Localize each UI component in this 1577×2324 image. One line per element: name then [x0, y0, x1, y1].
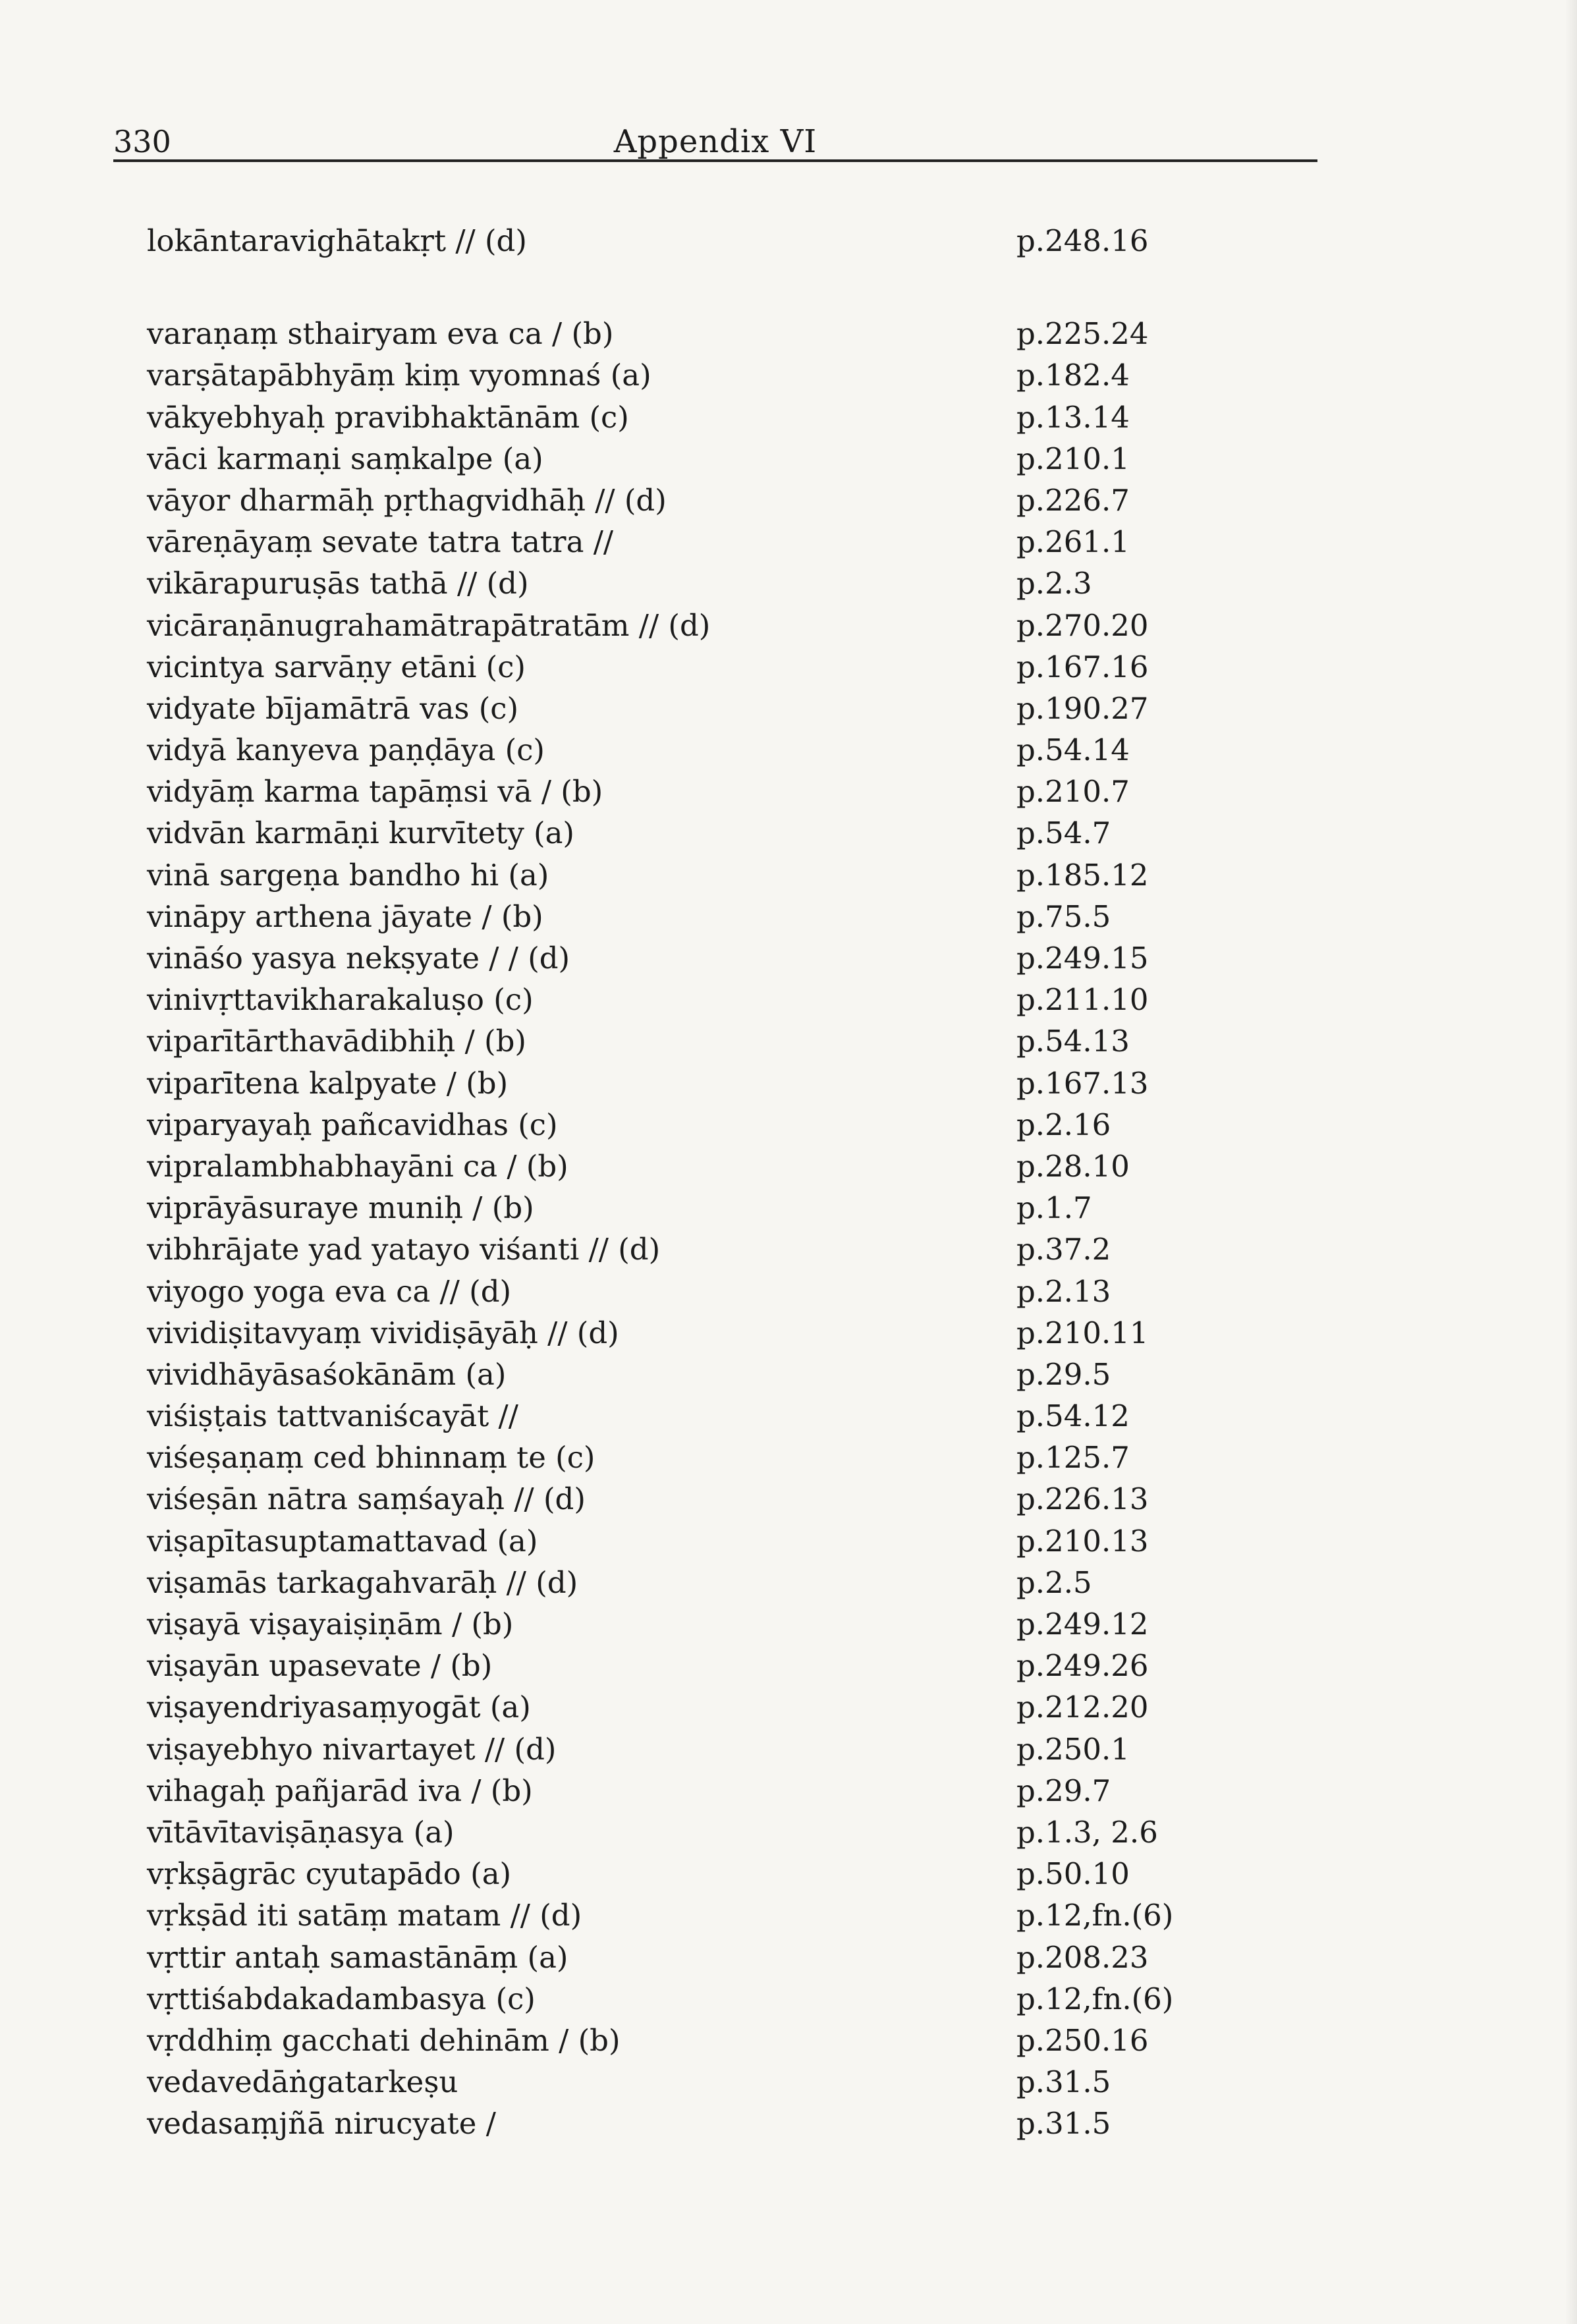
- index-entry: [147, 1937, 1267, 1978]
- entry-verse-text: varṣātapābhyāṃ kiṃ vyomnaś (a): [147, 358, 651, 393]
- entry-verse-text: lokāntaravighātakṛt // (d): [147, 223, 527, 258]
- entry-page-reference: p.210.1: [1016, 441, 1130, 476]
- index-entry: [147, 1146, 1267, 1187]
- index-entry: [147, 1686, 1267, 1728]
- entry-verse-text: vṛddhiṃ gacchati dehinām / (b): [147, 2022, 621, 2058]
- entry-page-reference: p.31.5: [1016, 2106, 1111, 2142]
- entry-verse-text: viprāyāsuraye muniḥ / (b): [147, 1190, 534, 1226]
- entry-page-reference: p.210.11: [1016, 1315, 1149, 1350]
- index-entry: [147, 1520, 1267, 1562]
- entry-page-reference: p.208.23: [1016, 1939, 1149, 1975]
- entry-verse-text: viṣamās tarkagahvarāḥ // (d): [147, 1564, 578, 1600]
- entry-verse-text: viparyayaḥ pañcavidhas (c): [147, 1107, 558, 1142]
- entry-verse-text: vāreṇāyaṃ sevate tatra tatra //: [147, 524, 614, 560]
- entry-verse-text: vedasaṃjñā nirucyate /: [147, 2106, 496, 2142]
- index-entry: [147, 854, 1267, 896]
- index-entry: [147, 438, 1267, 480]
- entry-verse-text: vicāraṇānugrahamātrapātratām // (d): [147, 607, 711, 643]
- index-entry: [147, 563, 1267, 604]
- index-entry: [147, 937, 1267, 979]
- index-entry: [147, 2061, 1267, 2103]
- index-entry: [147, 1562, 1267, 1603]
- entry-verse-text: viparītena kalpyate / (b): [147, 1065, 509, 1101]
- entry-page-reference: p.249.12: [1016, 1607, 1149, 1642]
- entry-page-reference: p.225.24: [1016, 316, 1149, 352]
- entry-verse-text: varaṇaṃ sthairyam eva ca / (b): [147, 316, 614, 352]
- index-entry: [147, 812, 1267, 854]
- entry-verse-text: vikārapuruṣās tathā // (d): [147, 566, 529, 601]
- entry-page-reference: p.210.7: [1016, 774, 1130, 810]
- entry-verse-text: vṛkṣāgrāc cyutapādo (a): [147, 1856, 512, 1892]
- entry-page-reference: p.248.16: [1016, 223, 1149, 258]
- entry-page-reference: p.2.13: [1016, 1273, 1111, 1309]
- entry-verse-text: vihagaḥ pañjarād iva / (b): [147, 1773, 533, 1808]
- entry-page-reference: p.28.10: [1016, 1148, 1130, 1184]
- index-entry: [147, 313, 1267, 354]
- index-entry: [147, 1312, 1267, 1354]
- entry-verse-text: vedavedāṅgatarkeṣu: [147, 2064, 458, 2100]
- entry-page-reference: p.12,fn.(6): [1016, 1898, 1174, 1933]
- entry-verse-text: vidvān karmāṇi kurvītety (a): [147, 816, 574, 851]
- entry-page-reference: p.31.5: [1016, 2064, 1111, 2100]
- index-entry: [147, 1229, 1267, 1270]
- index-entry: [147, 688, 1267, 729]
- entry-page-reference: p.167.13: [1016, 1065, 1149, 1101]
- entry-page-reference: p.2.3: [1016, 566, 1092, 601]
- index-entry: [147, 896, 1267, 937]
- header-rule: [113, 159, 1317, 162]
- entry-page-reference: p.190.27: [1016, 690, 1149, 726]
- index-entry: [147, 1020, 1267, 1062]
- entry-page-reference: p.185.12: [1016, 857, 1149, 893]
- running-head: Appendix VI: [613, 123, 817, 160]
- entry-verse-text: vākyebhyaḥ pravibhaktānām (c): [147, 399, 629, 435]
- index-entry: [147, 480, 1267, 521]
- index-entry: [147, 1478, 1267, 1520]
- entry-verse-text: vicintya sarvāṇy etāni (c): [147, 649, 526, 684]
- index-entry: [147, 729, 1267, 771]
- entry-page-reference: p.37.2: [1016, 1232, 1111, 1267]
- entry-page-reference: p.250.1: [1016, 1731, 1130, 1767]
- index-entry: [147, 979, 1267, 1020]
- entry-verse-text: vinivṛttavikharakaluṣo (c): [147, 982, 534, 1018]
- entry-page-reference: p.54.13: [1016, 1024, 1130, 1059]
- entry-verse-text: vināpy arthena jāyate / (b): [147, 899, 543, 934]
- index-entry: [147, 354, 1267, 396]
- entry-verse-text: vividhāyāsaśokānām (a): [147, 1356, 507, 1392]
- entry-page-reference: p.2.16: [1016, 1107, 1111, 1142]
- entry-verse-text: vṛttir antaḥ samastānāṃ (a): [147, 1939, 568, 1975]
- index-entry: [147, 1063, 1267, 1104]
- entry-verse-text: viṣayā viṣayaiṣiṇām / (b): [147, 1607, 514, 1642]
- entry-verse-text: vṛkṣād iti satāṃ matam // (d): [147, 1898, 582, 1933]
- entry-page-reference: p.182.4: [1016, 358, 1130, 393]
- entry-page-reference: p.249.15: [1016, 941, 1149, 976]
- entry-page-reference: p.50.10: [1016, 1856, 1130, 1892]
- entry-page-reference: p.12,fn.(6): [1016, 1981, 1174, 2016]
- entry-verse-text: vītāvītaviṣāṇasya (a): [147, 1814, 455, 1850]
- entry-page-reference: p.125.7: [1016, 1440, 1130, 1476]
- entry-page-reference: p.29.5: [1016, 1356, 1111, 1392]
- index-entry: [147, 646, 1267, 688]
- index-entry: [147, 1187, 1267, 1229]
- entry-verse-text: viśeṣān nātra saṃśayaḥ // (d): [147, 1481, 586, 1517]
- entry-verse-text: vidyā kanyeva paṇḍāya (c): [147, 733, 545, 768]
- index-entry: [147, 1853, 1267, 1895]
- entry-verse-text: viṣayebhyo nivartayet // (d): [147, 1731, 557, 1767]
- entry-verse-text: vṛttiśabdakadambasya (c): [147, 1981, 536, 2016]
- entry-verse-text: vināśo yasya nekṣyate / / (d): [147, 941, 570, 976]
- index-entry: [147, 1645, 1267, 1686]
- entry-page-reference: p.75.5: [1016, 899, 1111, 934]
- entry-page-reference: p.29.7: [1016, 1773, 1111, 1808]
- index-entry: [147, 1978, 1267, 2020]
- index-entry: [147, 220, 1267, 262]
- entry-page-reference: p.2.5: [1016, 1564, 1092, 1600]
- entry-verse-text: vibhrājate yad yatayo viśanti // (d): [147, 1232, 661, 1267]
- entry-verse-text: viśeṣaṇaṃ ced bhinnaṃ te (c): [147, 1440, 595, 1476]
- entry-page-reference: p.250.16: [1016, 2022, 1149, 2058]
- index-entry: [147, 1271, 1267, 1312]
- entry-page-reference: p.211.10: [1016, 982, 1149, 1018]
- index-entry: [147, 2103, 1267, 2144]
- entry-page-reference: p.1.7: [1016, 1190, 1092, 1226]
- entry-verse-text: vāyor dharmāḥ pṛthagvidhāḥ // (d): [147, 482, 667, 518]
- index-entry: [147, 397, 1267, 438]
- entry-verse-text: viyogo yoga eva ca // (d): [147, 1273, 512, 1309]
- index-entry: [147, 771, 1267, 812]
- entry-verse-text: viṣayendriyasaṃyogāt (a): [147, 1690, 531, 1725]
- entry-verse-text: vinā sargeṇa bandho hi (a): [147, 857, 549, 893]
- index-entry: [147, 1437, 1267, 1478]
- entry-page-reference: p.270.20: [1016, 607, 1149, 643]
- index-entry: [147, 1812, 1267, 1853]
- entry-verse-text: viśiṣṭais tattvaniścayāt //: [147, 1398, 518, 1434]
- entry-page-reference: p.226.13: [1016, 1481, 1149, 1517]
- index-entry: [147, 2020, 1267, 2061]
- index-entry: [147, 1895, 1267, 1936]
- page-edge-shadow: [1565, 0, 1577, 2324]
- entry-page-reference: p.13.14: [1016, 399, 1130, 435]
- entry-page-reference: p.261.1: [1016, 524, 1130, 560]
- index-entry-list: [147, 220, 1267, 2144]
- entry-verse-text: vividiṣitavyaṃ vividiṣāyāḥ // (d): [147, 1315, 619, 1350]
- entry-verse-text: vidyate bījamātrā vas (c): [147, 690, 519, 726]
- entry-verse-text: vidyāṃ karma tapāṃsi vā / (b): [147, 774, 603, 810]
- entry-page-reference: p.210.13: [1016, 1523, 1149, 1559]
- page-header: [113, 119, 1317, 165]
- index-entry: [147, 1603, 1267, 1645]
- entry-page-reference: p.212.20: [1016, 1690, 1149, 1725]
- entry-page-reference: p.54.14: [1016, 733, 1130, 768]
- entry-page-reference: p.249.26: [1016, 1648, 1149, 1684]
- entry-page-reference: p.226.7: [1016, 482, 1130, 518]
- entry-verse-text: viṣapītasuptamattavad (a): [147, 1523, 538, 1559]
- entry-verse-text: viṣayān upasevate / (b): [147, 1648, 493, 1684]
- entry-verse-text: vāci karmaṇi saṃkalpe (a): [147, 441, 543, 476]
- entry-verse-text: vipralambhabhayāni ca / (b): [147, 1148, 568, 1184]
- index-entry: [147, 1104, 1267, 1146]
- index-entry: [147, 521, 1267, 563]
- index-entry: [147, 605, 1267, 646]
- entry-page-reference: p.167.16: [1016, 649, 1149, 684]
- entry-page-reference: p.54.12: [1016, 1398, 1130, 1434]
- index-entry: [147, 1770, 1267, 1812]
- index-entry: [147, 1395, 1267, 1437]
- index-entry: [147, 1729, 1267, 1770]
- page-number: 330: [113, 124, 171, 159]
- entry-page-reference: p.1.3, 2.6: [1016, 1814, 1158, 1850]
- index-entry: [147, 1354, 1267, 1395]
- entry-page-reference: p.54.7: [1016, 816, 1111, 851]
- entry-verse-text: viparītārthavādibhiḥ / (b): [147, 1024, 526, 1059]
